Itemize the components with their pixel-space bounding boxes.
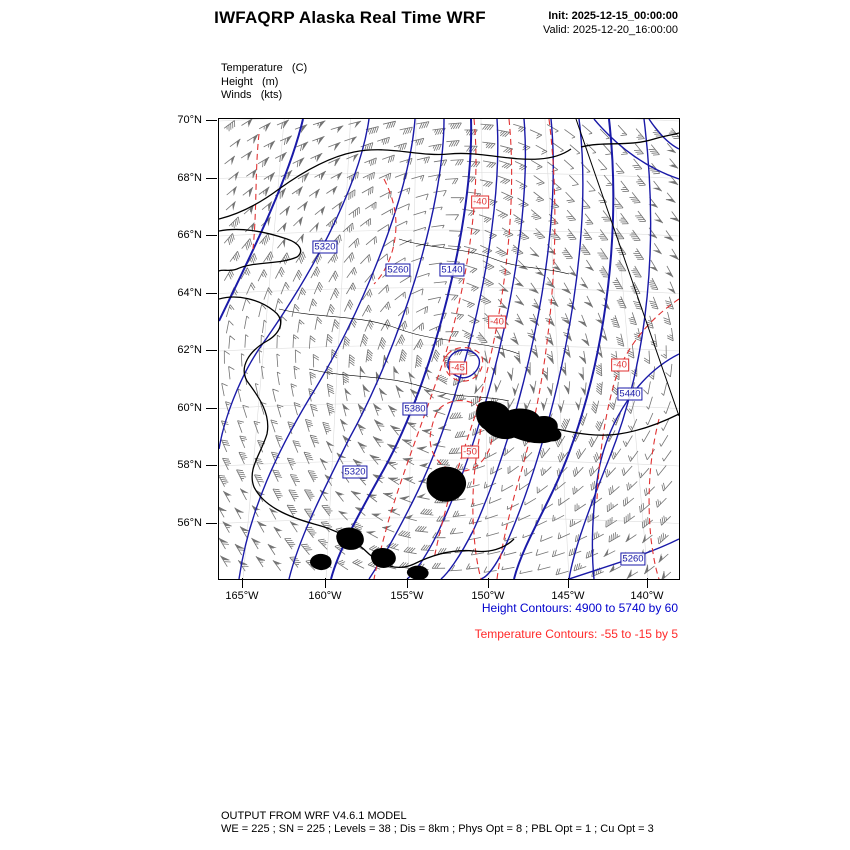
height-contour-label: 5260: [622, 553, 644, 565]
lat-axis-label: 68°N: [177, 171, 202, 184]
height-contour-label: 5440: [619, 388, 641, 400]
legend-temperature: Temperature (C): [221, 62, 308, 74]
model-output-line: OUTPUT FROM WRF V4.6.1 MODEL: [221, 810, 407, 822]
lat-axis-label: 56°N: [177, 516, 202, 529]
lon-tick: [488, 578, 489, 588]
height-contour-label: 5320: [344, 466, 366, 478]
legend-height: Height (m): [221, 75, 279, 88]
height-contour-label: 5260: [387, 264, 409, 276]
model-config-line: WE = 225 ; SN = 225 ; Levels = 38 ; Dis = 8km ; Phys Opt = 8 ; PBL Opt = 1 ; Cu Opt = 3: [221, 823, 654, 835]
lat-tick: [206, 523, 217, 524]
temp-contour-label: -40: [490, 316, 504, 328]
lon-axis-label: 140°W: [630, 590, 664, 602]
temp-contour-label: -40: [473, 196, 487, 208]
wind-barbs: [219, 119, 679, 579]
height-contour-label: 5380: [404, 403, 426, 415]
lat-tick: [206, 408, 217, 409]
lat-axis-label: 58°N: [177, 459, 202, 471]
lat-axis-label: 62°N: [177, 344, 202, 356]
lon-axis-label: 160°W: [308, 590, 342, 602]
lon-axis-label: 145°W: [551, 590, 585, 602]
weather-map: [219, 119, 679, 579]
lat-tick: [206, 235, 217, 236]
wind-barb-field: [219, 119, 679, 579]
height-contour-caption: Height Contours: 4900 to 5740 by 60: [481, 601, 678, 615]
temp-contour-label: -45: [451, 362, 465, 374]
lon-tick: [407, 578, 408, 588]
temp-contour-label: -50: [463, 446, 477, 458]
lon-tick: [242, 578, 243, 588]
lat-tick: [206, 120, 217, 121]
lat-axis-label: 70°N: [177, 114, 202, 126]
lon-tick: [568, 578, 569, 588]
map-canvas: [218, 118, 680, 580]
temp-contour-label: -40: [613, 359, 627, 371]
lat-axis-label: 66°N: [177, 229, 202, 241]
lon-axis-label: 155°W: [390, 590, 424, 602]
lon-axis-label: 150°W: [471, 590, 505, 602]
temperature-contour-caption: Temperature Contours: -55 to -15 by 5: [474, 627, 678, 641]
lat-tick: [206, 293, 217, 294]
lon-tick: [325, 578, 326, 588]
lat-axis-label: 60°N: [177, 401, 202, 414]
lat-tick: [206, 465, 217, 466]
height-contour-label: 5140: [441, 264, 463, 276]
temperature-contours: [253, 119, 679, 579]
variable-legend: [221, 62, 307, 103]
init-timestamp: Init: 2025-12-15_00:00:00: [548, 10, 678, 22]
height-contour-label: 5320: [314, 241, 336, 253]
lat-tick: [206, 178, 217, 179]
lon-axis-label: 165°W: [225, 590, 259, 602]
valid-timestamp: Valid: 2025-12-20_16:00:00: [543, 24, 678, 36]
legend-winds: Winds (kts): [221, 89, 283, 101]
lon-tick: [647, 578, 648, 588]
lat-axis-label: 64°N: [177, 286, 202, 299]
page-title: IWFAQRP Alaska Real Time WRF: [214, 8, 486, 27]
lat-tick: [206, 350, 217, 351]
